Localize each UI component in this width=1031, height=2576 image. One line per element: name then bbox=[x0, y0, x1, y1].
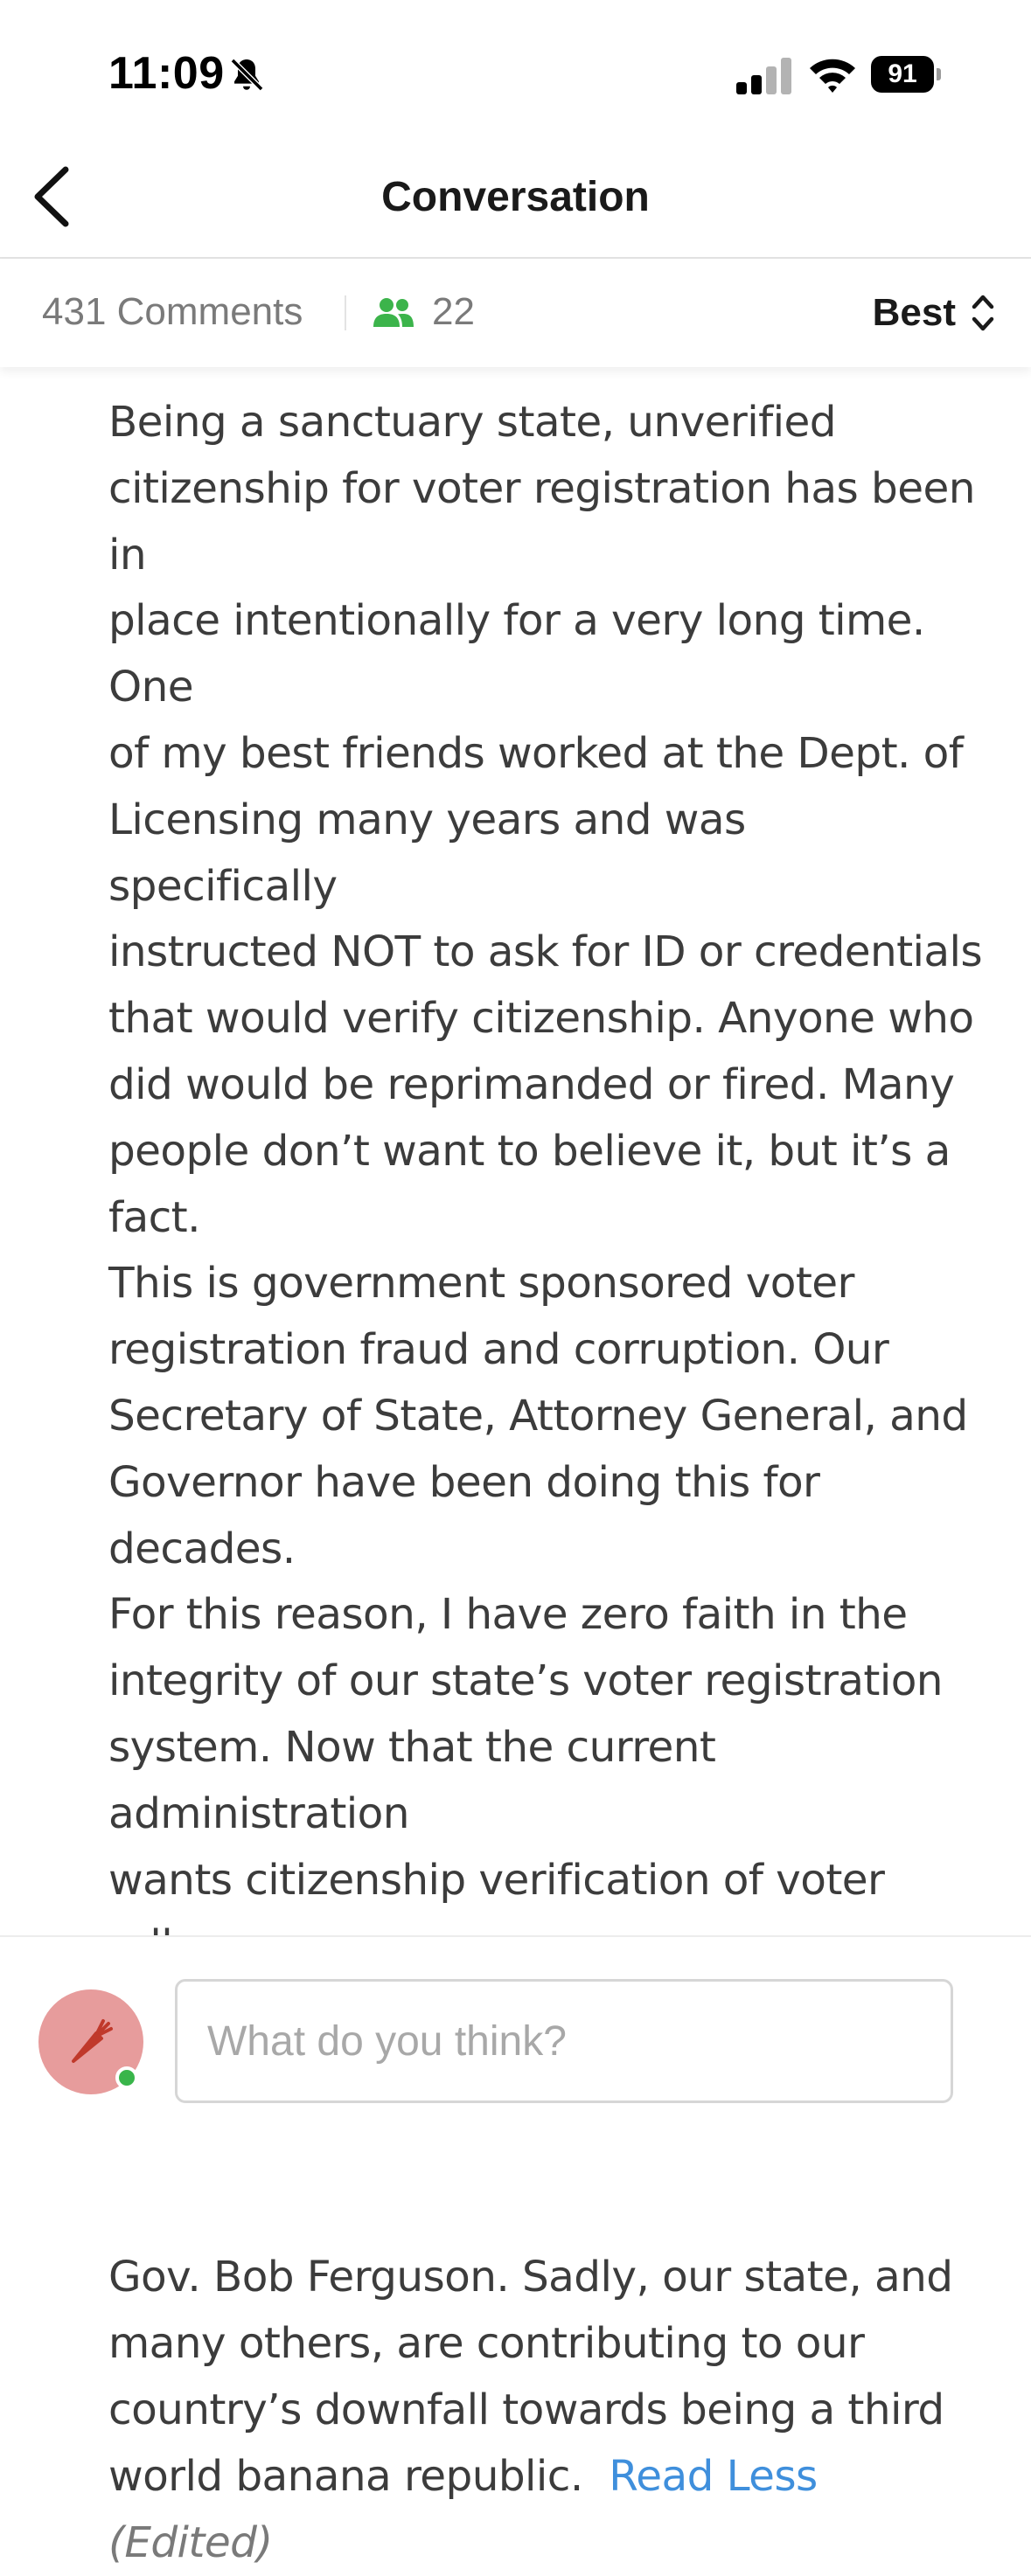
comments-toolbar bbox=[0, 259, 1031, 367]
bell-slash-icon bbox=[226, 54, 268, 96]
page-title: Conversation bbox=[381, 174, 650, 220]
battery-icon bbox=[871, 56, 941, 93]
online-status-indicator bbox=[115, 2066, 138, 2089]
carrot-icon bbox=[65, 2016, 117, 2068]
comment-body bbox=[108, 390, 983, 2576]
chevron-up-down-icon bbox=[970, 291, 996, 335]
nav-header bbox=[0, 140, 1031, 259]
edited-label: (Edited) bbox=[108, 2517, 273, 2567]
participants-count: 22 bbox=[432, 290, 475, 333]
sort-label: Best bbox=[872, 291, 956, 334]
comment-text: Being a sanctuary state, unverified citizenship for voter registration has been in place intentionally for a very long time. One of my best friends worked at the Dept. of Licensing many years and was specifically instructed NOT to ask for ID or credentials that would verify citizenship. Anyone who did would be reprimanded or fired. Many people don’t want to believe it, but it’s a fact. This is government sponsored voter registration fraud and corruption. Our Secretary of State, Attorney General, and Governor have been doing this for decades. For this reason, I have zero faith in the integrity of our state’s voter registration system. Now that the current administration wants citizenship verification of voter Gov. Bob Ferguson. Sadly, our state, and many others, are contributing to our country’s downfall towards being a third world banana republic. bbox=[108, 398, 983, 2501]
signal-icon bbox=[736, 58, 794, 94]
read-less-link[interactable]: Read Less bbox=[609, 2451, 818, 2501]
battery-level: 91 bbox=[871, 56, 934, 93]
comments-count: 431 Comments bbox=[42, 290, 303, 333]
comment-input[interactable] bbox=[175, 1979, 953, 2103]
users-icon bbox=[373, 297, 414, 329]
wifi-icon bbox=[808, 54, 857, 94]
status-bar bbox=[0, 0, 1031, 140]
sort-dropdown[interactable] bbox=[873, 285, 996, 341]
divider bbox=[345, 295, 346, 330]
status-time: 11:09 bbox=[108, 48, 225, 99]
comment-composer bbox=[0, 1935, 1031, 2236]
